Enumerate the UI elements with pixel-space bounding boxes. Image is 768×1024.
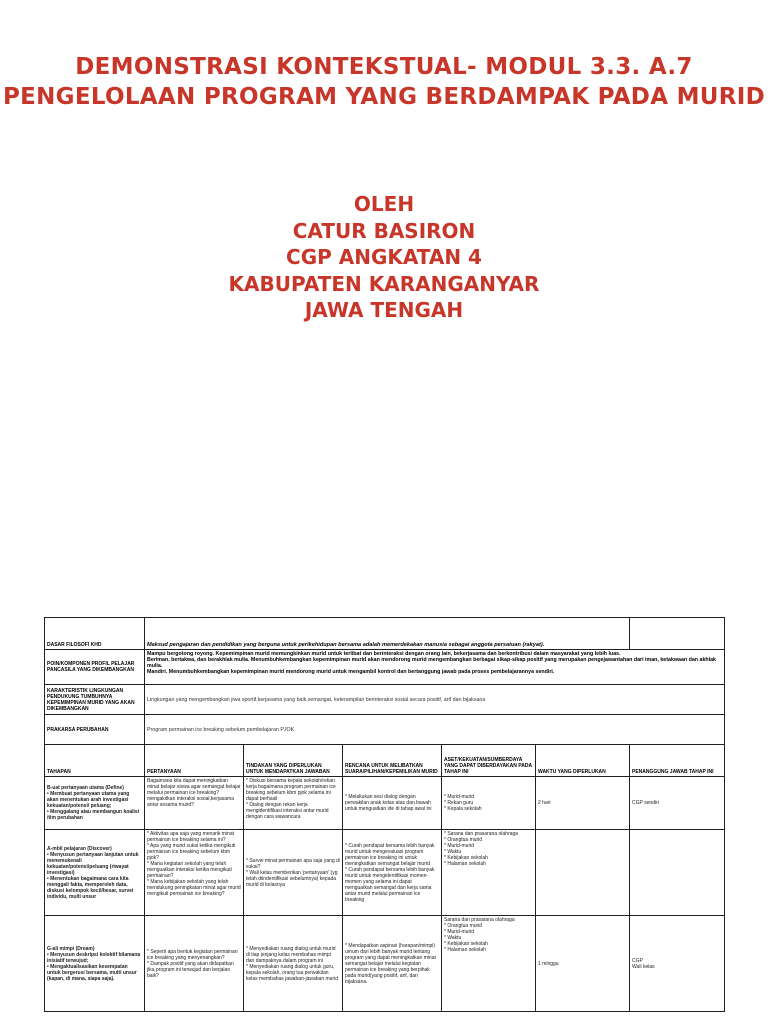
- profil-value-3: Mandiri. Menumbuhkembangkan kepemimpinan murid mendorong murid untuk mengambil kontrol dan bertanggung jawab pada proses pembelajarannya sendiri.: [147, 669, 555, 675]
- author-kabupaten: KABUPATEN KARANGANYAR: [228, 271, 540, 296]
- row-2-tahapan: A-mbil pelajaran (Discover) • Menyusun pertanyaan lanjutan untuk menemukenali kekuatan/potensi/peluang (riwayat investigasi) • Menentukan bagaimana cara kita menggali fakta, memperoleh data, diskusi kelompok kecil/besar, survei individu, multi unsur: [45, 830, 145, 916]
- author-name: CATUR BASIRON: [292, 218, 476, 243]
- header-row: [45, 745, 725, 777]
- header-penanggung: PENANGGUNG JAWAB TAHAP INI: [630, 745, 725, 777]
- row-2-rencana: * Curah pendapat bersama lebih banyak murid untuk mengevaluasi program permainan ice breaking ini untuk meningkatkan semangat belajar murid * Curah pendapat bersama lebih banyak murid untuk mengidentifikasi momen-momen yang selama ini dapat menguatkan semangat dan kerja sama antar murid melalui permainan ice breaking: [343, 830, 442, 916]
- row-2-waktu: [536, 830, 630, 916]
- row-2-tindakan: * Survei minat permainan apa saja yang di sukai? * Wali kelas memberikan 'pertanyaan' (yg telah diindentifikasi sebelumnya) kepada murid di kelasnya: [244, 830, 343, 916]
- author-cgp: CGP ANGKATAN 4: [286, 245, 482, 269]
- header-tahapan: TAHAPAN: [45, 745, 145, 777]
- title-line-2: PENGELOLAAN PROGRAM YANG BERDAMPAK PADA MURID: [2, 84, 766, 110]
- header-aset: ASET/KEKUATAN/SUMBERDAYA YANG DAPAT DIBERDAYAKAN PADA TAHAP INI: [442, 745, 536, 777]
- dasar-value: Maksud pengajaran dan pendidikan yang berguna untuk perikehidupan bersama adalah memerdekakan manusia sebagai anggota persatuan (rakyat).: [145, 618, 630, 650]
- prakarsa-value: Program permainan ice breaking sebelum pembelajaran PJOK: [145, 715, 725, 745]
- row-3-penanggung: CGP Wali kelas: [630, 916, 725, 1012]
- row-prakarsa: [45, 715, 725, 745]
- row-2-aset: * Sarana dan prasarana olahraga * Orangtua murid * Murid-murid * Waktu * Kebijakan sekolah * Halaman sekolah: [442, 830, 536, 916]
- profil-value-1: Mampu bergotong royong. Kepemimpinan murid memungkinkan murid untuk terlibat dan berinteraksi dengan orang lain, bekerjasama dan berkontribusi dalam masyarakat yang lebih luas.: [147, 651, 621, 657]
- row-karakteristik: [45, 685, 725, 715]
- author-block: [0, 191, 768, 324]
- dasar-label: DASAR FILOSOFI KHD: [45, 618, 145, 650]
- karakter-label: KARAKTERISTIK LINGKUNGAN PENDUKUNG TUMBUHNYA KEPEMIMPINAN MURID YANG AKAN DIKEMBANGKAN: [45, 685, 145, 715]
- row-1-penanggung: CGP sendiri: [630, 777, 725, 830]
- header-waktu: WAKTU YANG DIPERLUKAN: [536, 745, 630, 777]
- title-block: [0, 52, 768, 112]
- title-line-1: DEMONSTRASI KONTEKSTUAL- MODUL 3.3. A.7: [75, 54, 693, 80]
- program-table: [44, 617, 725, 1012]
- row-3-pertanyaan: * Seperti apa bentuk kegiatan permainan ice breaking yang menyenangkan? * Dampak positif yang akan didapatkan jika program ini terwujud dan berjalan baik?: [145, 916, 244, 1012]
- prakarsa-label: PRAKARSA PERUBAHAN: [45, 715, 145, 745]
- table-row: [45, 830, 725, 916]
- row-2-penanggung: [630, 830, 725, 916]
- row-1-pertanyaan: Bagaimana kita dapat meningkatkan minat belajar siswa agar semangat belajar melalui permainan ice breaking?mengakitkan interaksi sosial,kerjasama antar sesama murid?: [145, 777, 244, 830]
- dasar-empty: [630, 618, 725, 650]
- karakter-value: Lingkungan yang mengembangkan jiwa sportif,kerjasama yang baik,semangat, keterampilan berinteraksi sosial secara positif, arif dan bijaksana: [145, 685, 725, 715]
- row-1-rencana: * Melakukan sesi dialog dengan perwakilan anak kelas atas dan bawah untuk menguatkan ide di tahap awal ini: [343, 777, 442, 830]
- profil-value-2: Beriman, bertakwa, dan berakhlak mulia. Menumbuhkembangkan kepemimpinan murid akan mendorong murid mengembangkan berbagai sikap-sikap positif yang merupakan pengejawantahan dari iman, ketakwaan dan akhlak mulia.: [147, 657, 716, 669]
- row-3-rencana: * Mendapatkan aspirasi (harapan/mimpi) umum dari lebih banyak murid tentang program yang dapat meningkatkan minat semangat belajar melalui kegiatan permainan ice breaking yang berpihak pada murid(yang positif, arif, dan bijaksana.: [343, 916, 442, 1012]
- author-province: JAWA TENGAH: [304, 298, 464, 322]
- header-tindakan: TINDAKAN YANG DIPERLUKAN UNTUK MENDAPATKAN JAWABAN: [244, 745, 343, 777]
- row-3-waktu: 1 minggu: [536, 916, 630, 1012]
- table-row: [45, 777, 725, 830]
- row-3-tindakan: * Menyediakan ruang dialog untuk murid di tiap jenjang kelas membahas mimpi dan dampaknya dalam program ini * Menyediakan ruang dialog untuk guru, kepala sekolah, orang tua perwakilan kelas membahas jawaban-jawaban murid: [244, 916, 343, 1012]
- row-1-waktu: 2 hari: [536, 777, 630, 830]
- header-rencana: RENCANA UNTUK MELIBATKAN SUARA/PILIHAN/KEPEMILIKAN MURID: [343, 745, 442, 777]
- row-dasar-filosofi: [45, 618, 725, 650]
- row-1-aset: * Murid-murid * Rekan guru * Kepala sekolah: [442, 777, 536, 830]
- row-3-aset: Sarana dan prasarana olahraga * Orangtua murid * Murid-murid * Waktu * Kebijakan sekolah * Halaman sekolah: [442, 916, 536, 1012]
- author-oleh: OLEH: [353, 192, 415, 216]
- row-2-pertanyaan: * Aktivitas apa saja yang menarik minat permainan ice breaking selama ini? * Apa yang murid sukai ketika mengikuti permainan ice breaking sebelum kbm pjok? * Mana kegiatan sekolah yang telah menguatkan interaksi ketika mengikuti permainan? * Mana kebijakan sekolah yang telah mendukung peningkatan minat agar murid mengikuti permainan ice breaking?: [145, 830, 244, 916]
- row-profil-pelajar: [45, 650, 725, 685]
- row-1-tindakan: * Diskusi bersama kepala sekolah/rekan kerja bagaimana program permainan ice breaking sebelum kbm pjok selama ini dapat berhasil * Dialog dengan rekan kerja mengidentifikasi interaksi antar murid dengan cara wawancara: [244, 777, 343, 830]
- header-pertanyaan: PERTANYAAN: [145, 745, 244, 777]
- profil-value: [145, 650, 725, 685]
- row-3-tahapan: G-ali mimpi (Dream) • Menyusun deskripsi kolektif bilamana inisiatif terwujud; • Mengaktualisasikan kesempatan untuk bergerusi bersama, multi unsur (kapan, di mana, siapa saja).: [45, 916, 145, 1012]
- table-row: [45, 916, 725, 1012]
- profil-label: POIN/KOMPONEN PROFIL PELAJAR PANCASILA YANG DIKEMBANGKAN: [45, 650, 145, 685]
- row-1-tahapan: B-uat pertanyaan utama (Define) • Membuat pertanyaan utama yang akan menentukan arah investigasi kekuatan/potensi/ peluang; • Menggalang atau membangun koalisi /tim perubahan: [45, 777, 145, 830]
